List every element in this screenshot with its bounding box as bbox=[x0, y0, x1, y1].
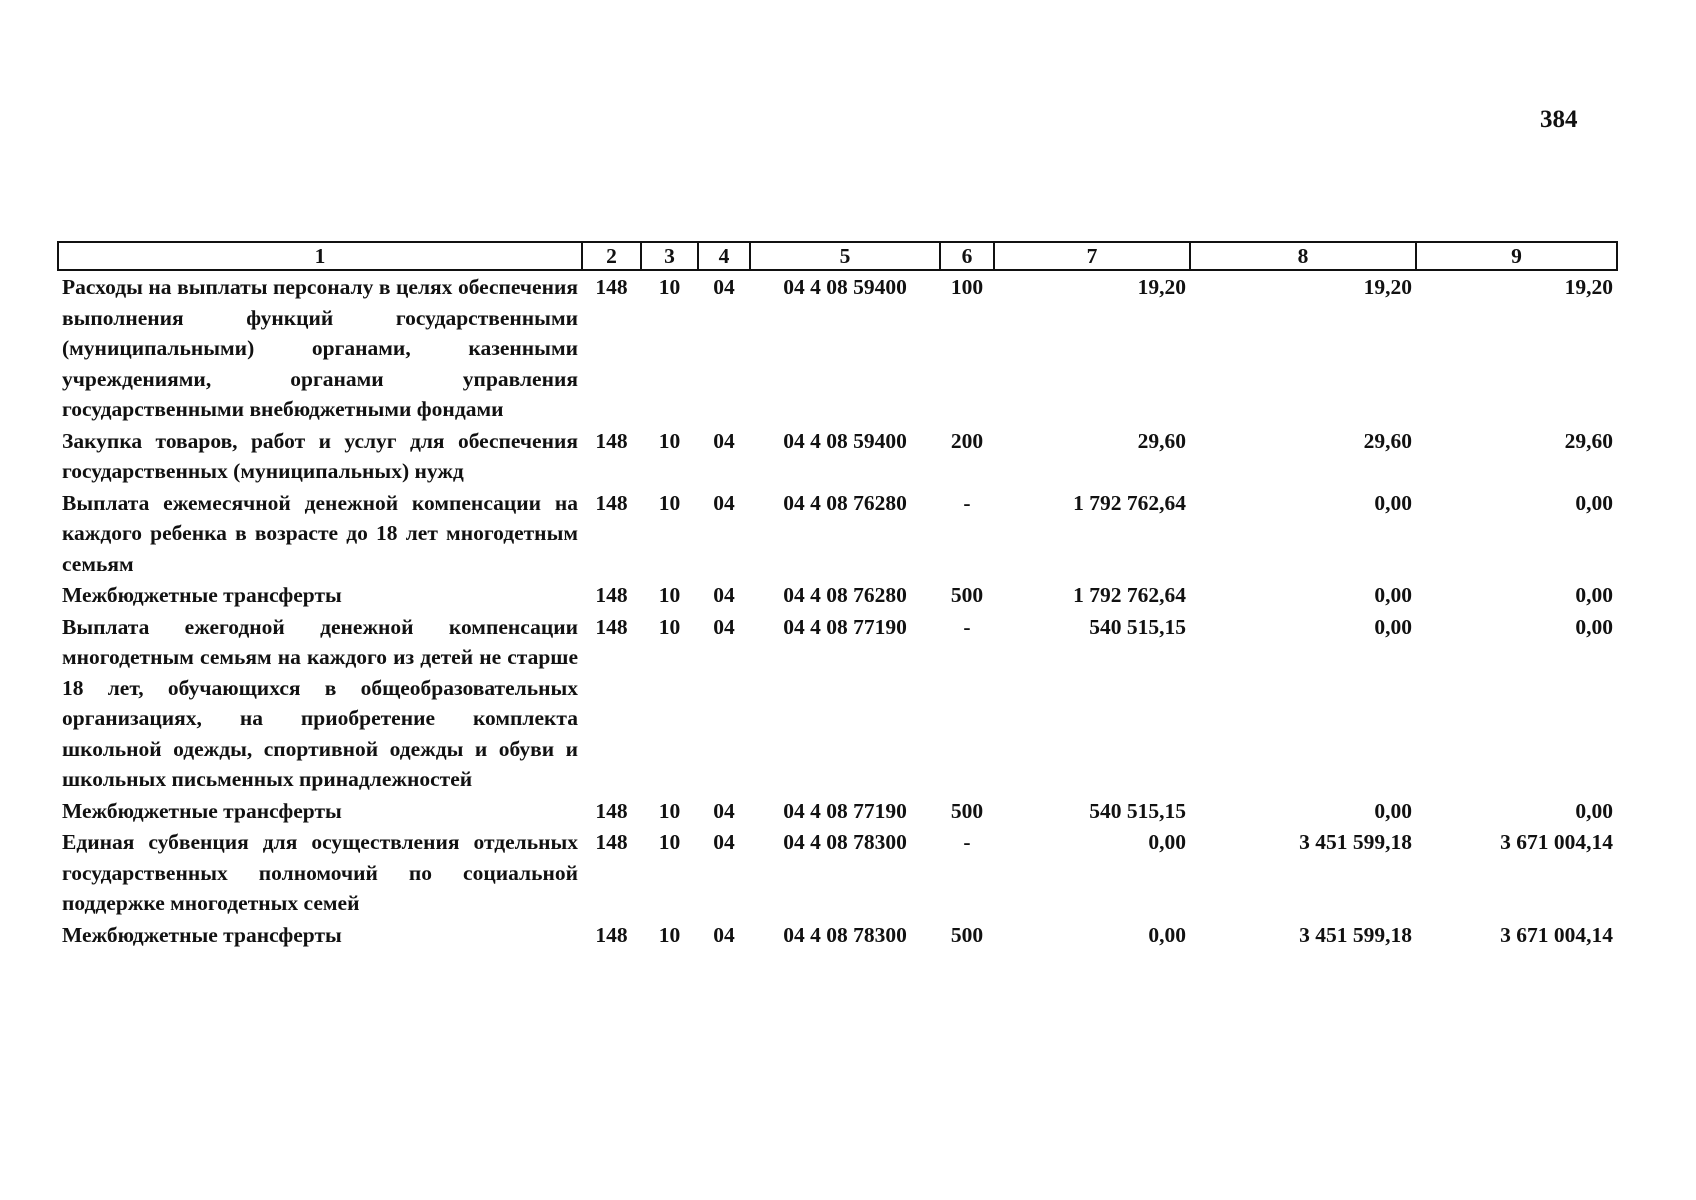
chapter-code: 148 bbox=[595, 583, 628, 607]
row-description: Закупка товаров, работ и услуг для обеспечения государственных (муниципальных) нужд bbox=[62, 428, 578, 483]
row-description: Межбюджетные трансферты bbox=[62, 583, 342, 607]
chapter-code: 148 bbox=[595, 490, 628, 515]
target-article-code: 04 4 08 77190 bbox=[783, 614, 907, 639]
table-row bbox=[58, 611, 1617, 795]
expense-type-code: 200 bbox=[950, 428, 984, 453]
amount-year-3: 0,00 bbox=[1575, 490, 1613, 515]
subsection-code: 04 bbox=[713, 614, 735, 639]
subsection-code: 04 bbox=[713, 830, 735, 854]
chapter-code: 148 bbox=[595, 830, 628, 854]
table-header-row bbox=[58, 242, 1617, 270]
target-article-code: 04 4 08 77190 bbox=[783, 798, 907, 823]
section-code: 10 bbox=[658, 922, 681, 947]
target-article-code: 04 4 08 78300 bbox=[783, 830, 907, 854]
amount-year-2: 3 451 599,18 bbox=[1299, 922, 1412, 947]
table-row bbox=[58, 270, 1617, 425]
section-code: 10 bbox=[658, 275, 681, 299]
section-code: 10 bbox=[658, 614, 681, 639]
row-description: Расходы на выплаты персоналу в целях обеспечения выполнения функций государственными (муниципальными) органами, казенными учреждениями, органами управления государственными внебюджетными фондами bbox=[62, 275, 578, 421]
amount-year-3: 3 671 004,14 bbox=[1500, 830, 1613, 854]
chapter-code: 148 bbox=[595, 428, 628, 453]
chapter-code: 148 bbox=[595, 275, 628, 299]
row-description: Единая субвенция для осуществления отдельных государственных полномочий по социальной поддержке многодетных семей bbox=[62, 830, 578, 915]
amount-year-2: 0,00 bbox=[1374, 614, 1412, 639]
amount-year-2: 29,60 bbox=[1363, 428, 1412, 453]
amount-year-1: 1 792 762,64 bbox=[1073, 490, 1186, 515]
expense-type-code: - bbox=[963, 830, 971, 854]
table-row bbox=[58, 579, 1617, 611]
row-description: Выплата ежемесячной денежной компенсации на каждого ребенка в возрасте до 18 лет многодетным семьям bbox=[62, 490, 578, 576]
amount-year-3: 0,00 bbox=[1575, 798, 1613, 823]
section-code: 10 bbox=[658, 830, 681, 854]
expense-type-code: - bbox=[963, 490, 971, 515]
subsection-code: 04 bbox=[713, 798, 735, 823]
expense-type-code: 500 bbox=[950, 798, 984, 823]
target-article-code: 04 4 08 76280 bbox=[783, 490, 907, 515]
amount-year-3: 0,00 bbox=[1575, 614, 1613, 639]
budget-table bbox=[57, 241, 1618, 950]
section-code: 10 bbox=[658, 428, 681, 453]
table-row bbox=[58, 919, 1617, 951]
subsection-code: 04 bbox=[713, 275, 735, 299]
target-article-code: 04 4 08 78300 bbox=[783, 922, 907, 947]
amount-year-1: 540 515,15 bbox=[1089, 614, 1186, 639]
row-description: Межбюджетные трансферты bbox=[62, 922, 342, 947]
amount-year-3: 0,00 bbox=[1575, 583, 1613, 607]
table-row bbox=[58, 795, 1617, 827]
page-number: 384 bbox=[1540, 106, 1578, 133]
expense-type-code: 500 bbox=[950, 583, 984, 607]
column-header: 6 bbox=[940, 242, 994, 270]
section-code: 10 bbox=[658, 490, 681, 515]
column-header: 3 bbox=[641, 242, 698, 270]
table-body bbox=[58, 270, 1617, 950]
amount-year-1: 540 515,15 bbox=[1089, 798, 1186, 823]
amount-year-2: 0,00 bbox=[1374, 798, 1412, 823]
column-header: 8 bbox=[1190, 242, 1416, 270]
row-description: Межбюджетные трансферты bbox=[62, 798, 342, 823]
chapter-code: 148 bbox=[595, 614, 628, 639]
amount-year-3: 29,60 bbox=[1564, 428, 1613, 453]
column-header: 9 bbox=[1416, 242, 1617, 270]
column-header: 7 bbox=[994, 242, 1190, 270]
table-row bbox=[58, 425, 1617, 487]
column-header: 5 bbox=[750, 242, 940, 270]
table-row bbox=[58, 487, 1617, 580]
row-description: Выплата ежегодной денежной компенсации многодетным семьям на каждого из детей не старше 18 лет, обучающихся в общеобразовательных организациях, на приобретение комплекта школьной одежды, спортивной одежды и обуви и школьных письменных принадлежностей bbox=[62, 614, 578, 791]
amount-year-3: 3 671 004,14 bbox=[1500, 922, 1613, 947]
amount-year-2: 3 451 599,18 bbox=[1299, 830, 1412, 854]
subsection-code: 04 bbox=[713, 490, 735, 515]
amount-year-1: 29,60 bbox=[1137, 428, 1186, 453]
amount-year-1: 1 792 762,64 bbox=[1073, 583, 1186, 607]
subsection-code: 04 bbox=[713, 922, 735, 947]
amount-year-2: 19,20 bbox=[1363, 275, 1412, 299]
amount-year-1: 0,00 bbox=[1148, 922, 1186, 947]
target-article-code: 04 4 08 59400 bbox=[783, 275, 907, 299]
amount-year-2: 0,00 bbox=[1374, 490, 1412, 515]
section-code: 10 bbox=[658, 583, 681, 607]
chapter-code: 148 bbox=[595, 922, 628, 947]
amount-year-3: 19,20 bbox=[1564, 275, 1613, 299]
subsection-code: 04 bbox=[713, 583, 735, 607]
target-article-code: 04 4 08 76280 bbox=[783, 583, 907, 607]
amount-year-1: 19,20 bbox=[1137, 275, 1186, 299]
amount-year-2: 0,00 bbox=[1374, 583, 1412, 607]
expense-type-code: 500 bbox=[950, 922, 984, 947]
expense-type-code: 100 bbox=[950, 275, 984, 299]
section-code: 10 bbox=[658, 798, 681, 823]
column-header: 4 bbox=[698, 242, 750, 270]
amount-year-1: 0,00 bbox=[1148, 830, 1186, 854]
subsection-code: 04 bbox=[713, 428, 735, 453]
column-header: 1 bbox=[58, 242, 582, 270]
table-row bbox=[58, 826, 1617, 919]
chapter-code: 148 bbox=[595, 798, 628, 823]
column-header: 2 bbox=[582, 242, 641, 270]
target-article-code: 04 4 08 59400 bbox=[783, 428, 907, 453]
expense-type-code: - bbox=[963, 614, 971, 639]
